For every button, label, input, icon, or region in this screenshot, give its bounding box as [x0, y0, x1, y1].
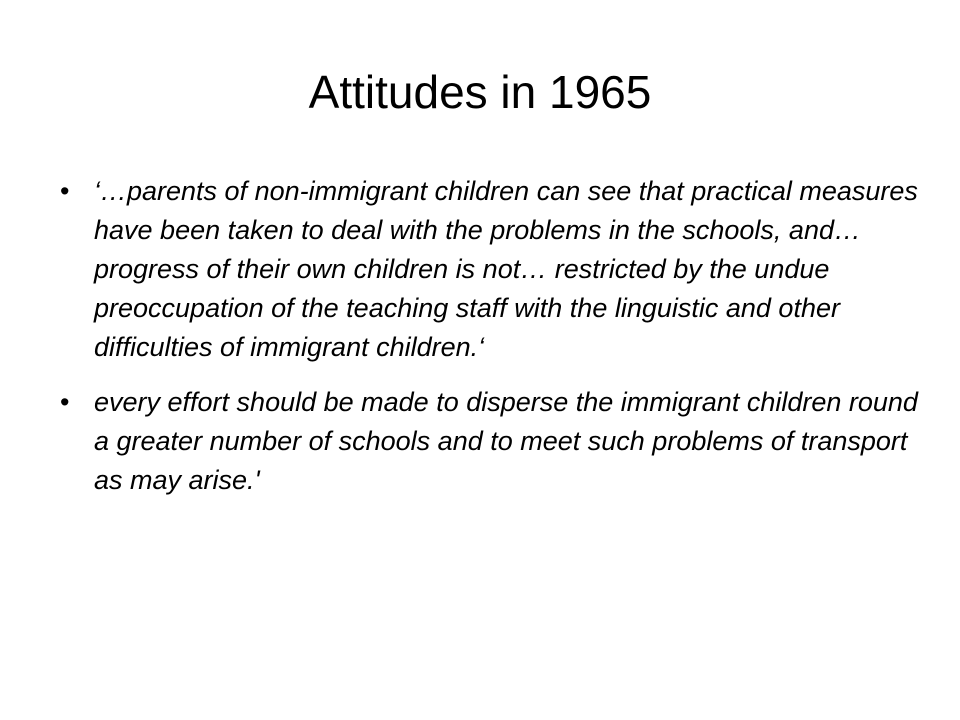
bullet-text: ‘…parents of non-immigrant children can see that practical measures have been taken to deal with the problems in the schools, and…progress of their own children is not… restricted by the undue preoccupation of the teaching staff with the linguistic and other difficulties of immigrant children.‘	[94, 176, 918, 362]
bullet-item-1	[60, 172, 920, 367]
slide-title: Attitudes in 1965	[308, 66, 652, 118]
bullet-icon: •	[60, 387, 70, 417]
bullet-item-2	[60, 383, 920, 500]
bullet-text: every effort should be made to disperse the immigrant children round a greater number of schools and to meet such problems of transport as may arise.'	[94, 387, 918, 495]
bullet-list	[60, 172, 920, 516]
bullet-icon: •	[60, 176, 70, 206]
